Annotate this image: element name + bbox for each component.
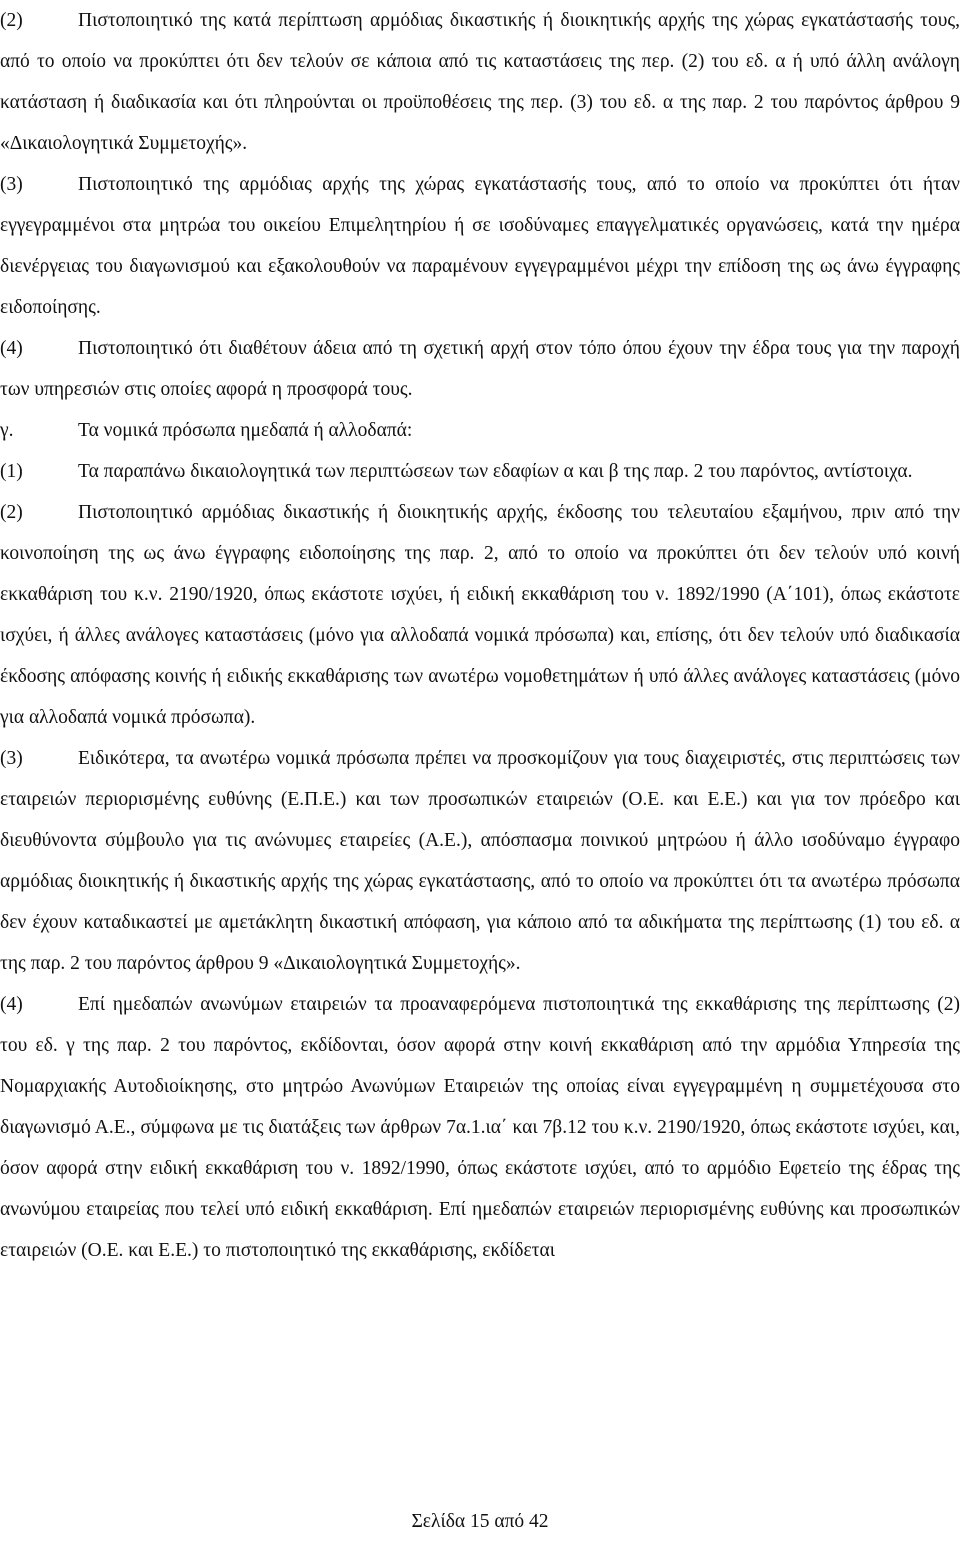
gamma-paragraph-3 bbox=[0, 738, 960, 984]
paragraph-text: Πιστοποιητικό ότι διαθέτουν άδεια από τη σχετική αρχή στον τόπο όπου έχουν την έδρα τους για την παροχή των υπηρεσιών στις οποίες αφορά η προσφορά τους. bbox=[0, 338, 960, 400]
section-heading-text: Τα νομικά πρόσωπα ημεδαπά ή αλλοδαπά: bbox=[78, 420, 413, 441]
paragraph-text: Τα παραπάνω δικαιολογητικά των περιπτώσεων των εδαφίων α και β της παρ. 2 του παρόντος, αντίστοιχα. bbox=[78, 461, 913, 482]
paragraph-4 bbox=[0, 328, 960, 410]
gamma-paragraph-2 bbox=[0, 492, 960, 738]
gamma-paragraph-4 bbox=[0, 984, 960, 1271]
paragraph-number: (4) bbox=[0, 338, 23, 359]
paragraph-text: Πιστοποιητικό της αρμόδιας αρχής της χώρας εγκατάστασής τους, από το οποίο να προκύπτει ότι ήταν εγγεγραμμένοι στα μητρώα του οικείου Επιμελητηρίου ή σε ισοδύναμες επαγγελματικές οργανώσεις, κατά την ημέρα διενέργειας του διαγωνισμού και εξακολουθούν να παραμένουν εγγεγραμμένοι μέχρι την επίδοση της ως άνω έγγραφης ειδοποίησης. bbox=[0, 174, 960, 318]
paragraph-number: (1) bbox=[0, 461, 23, 482]
paragraph-text: Πιστοποιητικό αρμόδιας δικαστικής ή διοικητικής αρχής, έκδοσης του τελευταίου εξαμήνου, πριν από την κοινοποίηση της ως άνω έγγραφης ειδοποίησης της παρ. 2, από το οποίο να προκύπτει ότι δεν τελούν υπό κοινή εκκαθάριση του κ.ν. 2190/1920, όπως εκάστοτε ισχύει, ή ειδική εκκαθάριση του ν. 1892/1990 (Α΄101), όπως εκάστοτε ισχύει, ή άλλες ανάλογες καταστάσεις (μόνο για αλλοδαπά νομικά πρόσωπα) και, επίσης, ότι δεν τελούν υπό διαδικασία έκδοσης απόφασης κοινής ή ειδικής εκκαθάρισης των ανωτέρω νομοθετημάτων ή υπό άλλες ανάλογες καταστάσεις (μόνο για αλλοδαπά νομικά πρόσωπα). bbox=[0, 502, 960, 728]
paragraph-number: (4) bbox=[0, 994, 23, 1015]
paragraph-text: Επί ημεδαπών ανωνύμων εταιρειών τα προαναφερόμενα πιστοποιητικά της εκκαθάρισης της περίπτωσης (2) του εδ. γ της παρ. 2 του παρόντος, εκδίδονται, όσον αφορά στην κοινή εκκαθάριση από την αρμόδια Υπηρεσία της Νομαρχιακής Αυτοδιοίκησης, στο μητρώο Ανωνύμων Εταιρειών της οποίας είναι εγγεγραμμένη η συμμετέχουσα στο διαγωνισμό Α.Ε., σύμφωνα με τις διατάξεις των άρθρων 7α.1.ια΄ και 7β.12 του κ.ν. 2190/1920, όπως εκάστοτε ισχύει, και, όσον αφορά στην ειδική εκκαθάριση του ν. 1892/1990, όπως εκάστοτε ισχύει, από το αρμόδιο Εφετείο της έδρας της ανωνύμου εταιρείας που τελεί υπό ειδική εκκαθάριση. Επί ημεδαπών εταιρειών περιορισμένης ευθύνης και προσωπικών εταιρειών (Ο.Ε. και Ε.Ε.) το πιστοποιητικό της εκκαθάρισης, εκδίδεται bbox=[0, 994, 960, 1261]
page-number-footer: Σελίδα 15 από 42 bbox=[411, 1511, 549, 1532]
paragraph-number: (2) bbox=[0, 502, 23, 523]
paragraph-3 bbox=[0, 164, 960, 328]
section-gamma-heading bbox=[0, 410, 960, 451]
paragraph-text: Ειδικότερα, τα ανωτέρω νομικά πρόσωπα πρέπει να προσκομίζουν για τους διαχειριστές, στις περιπτώσεις των εταιρειών περιορισμένης ευθύνης (Ε.Π.Ε.) και των προσωπικών εταιρειών (Ο.Ε. και Ε.Ε.) και για τον πρόεδρο και διευθύνοντα σύμβουλο για τις ανώνυμες εταιρείες (Α.Ε.), απόσπασμα ποινικού μητρώου ή άλλο ισοδύναμο έγγραφο αρμόδιας διοικητικής ή δικαστικής αρχής της χώρας εγκατάστασης, από το οποίο να προκύπτει ότι τα ανωτέρω πρόσωπα δεν έχουν καταδικαστεί με αμετάκλητη δικαστική απόφαση, για κάποιο από τα αδικήματα της περίπτωσης (1) του εδ. α της παρ. 2 του παρόντος άρθρου 9 «Δικαιολογητικά Συμμετοχής». bbox=[0, 748, 960, 974]
paragraph-2-continued bbox=[0, 0, 960, 164]
paragraph-number: (2) bbox=[0, 10, 23, 31]
section-letter: γ. bbox=[0, 420, 14, 441]
paragraph-number: (3) bbox=[0, 174, 23, 195]
gamma-paragraph-1 bbox=[0, 451, 960, 492]
paragraph-number: (3) bbox=[0, 748, 23, 769]
paragraph-text: Πιστοποιητικό της κατά περίπτωση αρμόδιας δικαστικής ή διοικητικής αρχής της χώρας εγκατάστασής τους, από το οποίο να προκύπτει ότι δεν τελούν σε κάποια από τις καταστάσεις της περ. (2) του εδ. α ή υπό άλλη ανάλογη κατάσταση ή διαδικασία και ότι πληρούνται οι προϋποθέσεις της περ. (3) του εδ. α της παρ. 2 του παρόντος άρθρου 9 «Δικαιολογητικά Συμμετοχής». bbox=[0, 10, 960, 154]
